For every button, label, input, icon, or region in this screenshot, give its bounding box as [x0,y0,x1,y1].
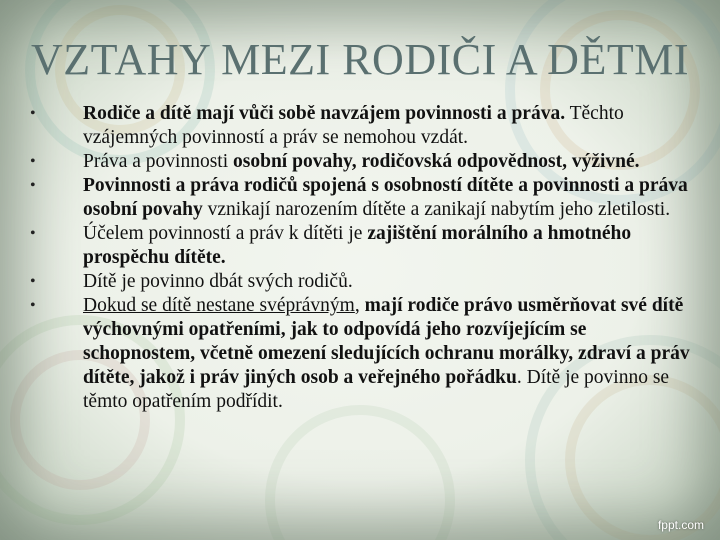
bullet-text-segment: vznikají narozením dítěte a zanikají nabytím jeho zletilosti. [202,199,671,220]
bullet-item [30,222,695,270]
bullet-text-segment: Povinnosti a práva rodičů spojená s osobností dítěte a povinnosti a práva osobní povahy [83,175,688,220]
bullet-text-segment: Dítě je povinno dbát svých rodičů. [83,271,353,292]
bullet-text-segment: , [354,295,365,316]
bullet-text-segment: zajištění morálního a hmotného prospěchu dítěte. [83,223,632,268]
bullet-marker: • [30,297,36,314]
bullet-item [30,174,695,222]
bullet-list [30,102,695,414]
bullet-text-segment: Práva a povinnosti [83,151,234,172]
watermark: fppt.com [657,518,704,532]
bullet-item [30,270,695,294]
bullet-marker: • [30,225,36,242]
bullet-text-segment: Rodiče a dítě mají vůči sobě navzájem povinnosti a práva. [83,103,566,124]
bullet-text-segment: osobní povahy, rodičovská odpovědnost, výživné. [233,151,640,172]
bullet-marker: • [30,177,36,194]
bullet-text-segment: Těchto vzájemných povinností a práv se nemohou vzdát. [83,103,624,148]
bullet-item [30,150,695,174]
bullet-item [30,294,695,414]
bullet-text-segment: Dokud se dítě nestane svéprávným [83,295,355,316]
bullet-marker: • [30,273,36,290]
slide-title: VZTAHY MEZI RODIČI A DĚTMI [30,35,689,84]
bullet-item [30,102,695,150]
bullet-text-segment: Účelem povinností a práv k dítěti je [83,223,368,244]
bullet-text-segment: mají rodiče právo usměrňovat své dítě výchovnými opatřeními, jak to odpovídá jeho rozvíjejícím se schopnostem, včetně omezení sledujících ochranu morálky, zdraví a práv dítěte, jakož i práv jiných osob a veřejného pořádku [83,295,690,388]
bullet-marker: • [30,105,36,122]
bullet-marker: • [30,153,36,170]
bullet-text-segment: . Dítě je povinno se těmto opatřením podřídit. [83,367,670,412]
